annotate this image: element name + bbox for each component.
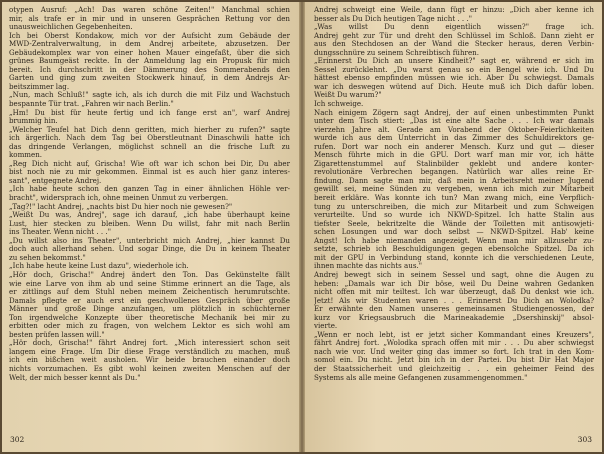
text-line: MWD-Zentralverwaltung, in dem Andrej arbeitete, abzusetzen. Der (9, 40, 290, 49)
left-page (2, 2, 302, 452)
right-page-text (314, 6, 594, 382)
text-line: „Wenn er noch lebt, ist er jetzt sicher Kommandant eines Kreuzers", (314, 330, 594, 339)
text-line: fährt Andrej fort. „Wolodka sprach offen mit mir . . . Du aber schwiegst (314, 339, 594, 348)
text-line: zu sehen bekommst." (9, 253, 86, 262)
text-line: unter dem Tisch stiert: „Das ist eine alte Sache . . . Ich war damals (314, 117, 594, 126)
text-line: Damals pflegte er auch erst ein geschwollenes Gespräch über große (9, 296, 290, 305)
text-line: bist noch nie zu mir gekommen. Einmal ist es auch hier ganz interes- (9, 168, 290, 177)
text-line: war ich deswegen wütend auf Dich. Heute muß ich Dich dafür loben. (314, 82, 594, 91)
text-line: Systems als alle meine Gefangenen zusammengenommen." (314, 373, 528, 382)
text-line: Welt, der mich besser kennt als Du." (9, 373, 141, 382)
text-line: Gebäudekomplex war von einer hohen Mauer eingefaßt, über die sich (9, 48, 290, 57)
right-page-number: 303 (577, 435, 592, 444)
text-line: Andrej bewegt sich in seinem Sessel und sagt, ohne die Augen zu (314, 270, 594, 279)
text-line: doch auch allerhand sehen. Und sogar Dinge, die Du in keinem Theater (9, 245, 290, 254)
text-line: grünes Baumgeäst reckte. In der Anmeldung lag ein Propusk für mich (9, 57, 290, 66)
text-line: Weißt Du warum?" (314, 91, 382, 100)
text-line: rufen. Dort war noch ein anderer Mensch. Kurz und gut — dieser (314, 142, 594, 151)
text-line: Lust, hier stecken zu bleiben. Wenn Du willst, fahr mit nach Berlin (9, 219, 290, 228)
text-line: Nach einigem Zögern sagt Andrej, der auf einen unbestimmten Punkt (314, 108, 594, 117)
text-line: tiefster Seele, bekritzelte die Wände der Toiletten mit antisowjeti- (314, 219, 594, 228)
text-line: tung zu unterschreiben, die mich zur Mitarbeit und zum Schweigen (314, 202, 594, 211)
text-line: Mensch führte mich in die GPU. Dort warf man mir vor, ich hätte (314, 151, 594, 160)
text-line: nicht offen mit mir teiltest. Ich war überzeugt, daß Du denkst wie ich. (314, 288, 594, 297)
text-line: gewillt sei, meine Sünden zu vergeben, wenn ich mich zur Mitarbeit (314, 185, 594, 194)
text-line: „Reg Dich nicht auf, Grischa! Wie oft war ich schon bei Dir, Du aber (9, 159, 290, 168)
text-line: nichts vorzumachen. Es gibt wohl keinen zweiten Menschen auf der (9, 364, 290, 373)
text-line: „Erinnerst Du Dich an unsere Kindheit?" sagt er, während er sich im (314, 57, 594, 66)
text-line: der Staatssicherheit und gleichzeitig . . . ein geheimer Feind des (314, 364, 594, 373)
text-line: Andrej schweigt eine Weile, dann fügt er hinzu: „Dich aber kenne ich (314, 6, 594, 14)
text-line: unausweichlichen Gegebenheiten. (9, 23, 133, 32)
text-line: brummig hin. (9, 117, 58, 126)
text-line: bespannte Tür trat. „Fahren wir nach Berlin." (9, 100, 174, 109)
text-line: mit der GPU in Verbindung stand, konnte ich die verschiedenen Leute, (314, 253, 594, 262)
text-line: bereit. Ich durchschritt in der Dämmerung des Sommerabends den (9, 65, 290, 74)
text-line: Jetzt! Als wir Studenten waren . . . Erinnerst Du Dich an Wolodka? (314, 296, 594, 305)
left-page-number: 302 (10, 435, 25, 444)
text-line: Sessel zurücklehnt. „Du warst genau so ein Bengel wie ich. Und Du (314, 65, 594, 74)
text-line: kommen. (9, 151, 43, 160)
text-line: nach wie vor. Und weiter ging das immer so fort. Ich trat in den Kom- (314, 347, 594, 356)
text-line: „Du willst also ins Theater", unterbricht mich Andrej, „hier kannst Du (9, 236, 290, 245)
text-line: verurteilte. Und so wurde ich NKWD-Spitzel. Ich hatte Stalin aus (314, 211, 594, 220)
text-line: beitszimmer lag. (9, 82, 70, 91)
text-line: ins Theater. Wenn nicht . . ." (9, 228, 111, 237)
text-line: schen Losungen und war doch selbst — NKWD-Spitzel. Hab' keine (314, 228, 594, 237)
text-line: „Hör doch, Grischa!" fährt Andrej fort. „Mich interessiert schon seit (9, 339, 290, 348)
text-line: langem eine Frage. Um Dir diese Frage verständlich zu machen, muß (9, 347, 290, 356)
text-line: Ich bei Oberst Kondakow, mich vor der Aufsicht zum Gebäude der (9, 31, 290, 40)
text-line: Zigarettenstummel auf Stalinbilder geklebt und andere konter- (314, 159, 594, 168)
text-line: bracht", widersprach ich, ohne meinen Unmut zu verbergen. (9, 194, 229, 203)
text-line: otypen Ausruf: „Ach! Das waren schöne Zeiten!" Manchmal schien (9, 6, 290, 14)
text-line: „Ich habe heute keine Lust dazu", wiederhole ich. (9, 262, 189, 271)
text-line: ich ein bißchen weit ausholen. Wir beide brauchen einander doch (9, 356, 290, 365)
text-line: er zittlings auf dem Stuhl neben meinem Zeichentisch herumrutschte. (9, 288, 290, 297)
text-line: hättest ebenso empfinden müssen wie ich. Aber Du schwiegst. Damals (314, 74, 594, 83)
text-line: Ich schweige. (314, 100, 364, 109)
text-line: „Tag?!" lacht Andrej, „nachts bist Du hier noch nie gewesen?" (9, 202, 233, 211)
text-line: wurde ich aus dem Unterricht in das Zimmer des Schuldirektors ge- (314, 134, 594, 143)
text-line: somol ein. Du nicht. Jetzt bin ich in der Partei. Du bist Dir Hat Major (314, 356, 594, 365)
text-line: Ton irgendwelche Konzepte über theoretische Mechanik bei mir zu (9, 313, 290, 322)
text-line: setzte, schrieb ich Beschuldigungen gegen ebensolche Spitzel. Da ich (314, 245, 594, 254)
text-line: Andrej geht zur Tür und dreht den Schlüssel im Schloß. Dann zieht er (314, 31, 594, 40)
text-line: „Weißt Du was, Andrej", sage ich darauf, „ich habe überhaupt keine (9, 211, 290, 220)
text-line: mir, als trafe er in mir und in unseren Gesprächen Rettung vor den (9, 14, 290, 23)
text-line: „Hm! Du bist für heute fertig und ich fange erst an", warf Andrej (9, 108, 290, 117)
text-line: kurz vor Kriegsausbruch die Marineakademie „Dsershinskij" absol- (314, 313, 594, 322)
text-line: „Welcher Teufel hat Dich denn geritten, mich hierher zu rufen?" sagte (9, 125, 290, 134)
text-line: „Nun, mach Schluß!" sagte ich, als ich durch die mit Filz und Wachstuch (9, 91, 290, 100)
text-line: Er erwähnte den Namen unseres gemeinsamen Studiengenossen, der (314, 305, 594, 314)
text-line: revolutionäre Verbrechen begangen. Natürlich war alles reine Er- (314, 168, 594, 177)
text-line: Angst! Ich habe niemanden angezeigt. Wenn man mir allzusehr zu- (314, 236, 594, 245)
text-line: erbitten oder mich zu fragen, von welchem Lektor es sich wohl am (9, 322, 290, 331)
text-line: Männer und große Dinge anzufangen, um plötzlich in schüchterner (9, 305, 290, 314)
text-line: aus den Stechdosen an der Wand die Stecker heraus, deren Verbin- (314, 40, 594, 49)
text-line: dungsschnüre zu seinem Schreibtisch führen. (314, 48, 479, 57)
text-line: ich ärgerlich. Nach dem Tag bei Oberstleutnant Dinaschwili hatte ich (9, 134, 290, 143)
text-line: wie eine Larve von ihm ab und seine Stimme erinnert an die Tage, als (9, 279, 290, 288)
text-line: ihnen machte das nichts aus." (314, 262, 422, 271)
text-line: heben: „Damals war ich Dir böse, weil Du Deine wahren Gedanken (314, 279, 594, 288)
text-line: das dringende Verlangen, möglichst schnell an die frische Luft zu (9, 142, 290, 151)
text-line: findung. Dann sagte man mir, daß mein in Arbeitsreht meiner Jugend (314, 176, 594, 185)
text-line: vierzehn Jahre alt. Gerade am Vorabend der Oktober-Feierlichkeiten (314, 125, 594, 134)
text-line: „Was willst Du denn eigentlich wissen?" frage ich. (314, 23, 594, 32)
text-line: Garten und ging zum zweiten Stockwerk hinauf, in dem Andrejs Ar- (9, 74, 290, 83)
text-line: sant", entgegnete Andrej. (9, 176, 102, 185)
text-line: besten prüfen lassen will." (9, 330, 105, 339)
text-line: vierte. (314, 322, 338, 331)
text-line: „Hör doch, Grischa!" Andrej ändert den Ton. Das Gekünstelte fällt (9, 270, 290, 279)
left-page-text (9, 6, 290, 382)
text-line: besser als Du Dich heutigen Tage nicht . . ." (314, 14, 472, 23)
text-line: bereit erkläre. Was konnte ich tun? Man zwang mich, eine Verpflich- (314, 194, 594, 203)
text-line: „Ich habe heute schon den ganzen Tag in einer ähnlichen Höhle ver- (9, 185, 290, 194)
book-gutter (299, 2, 305, 452)
right-page (302, 2, 602, 452)
